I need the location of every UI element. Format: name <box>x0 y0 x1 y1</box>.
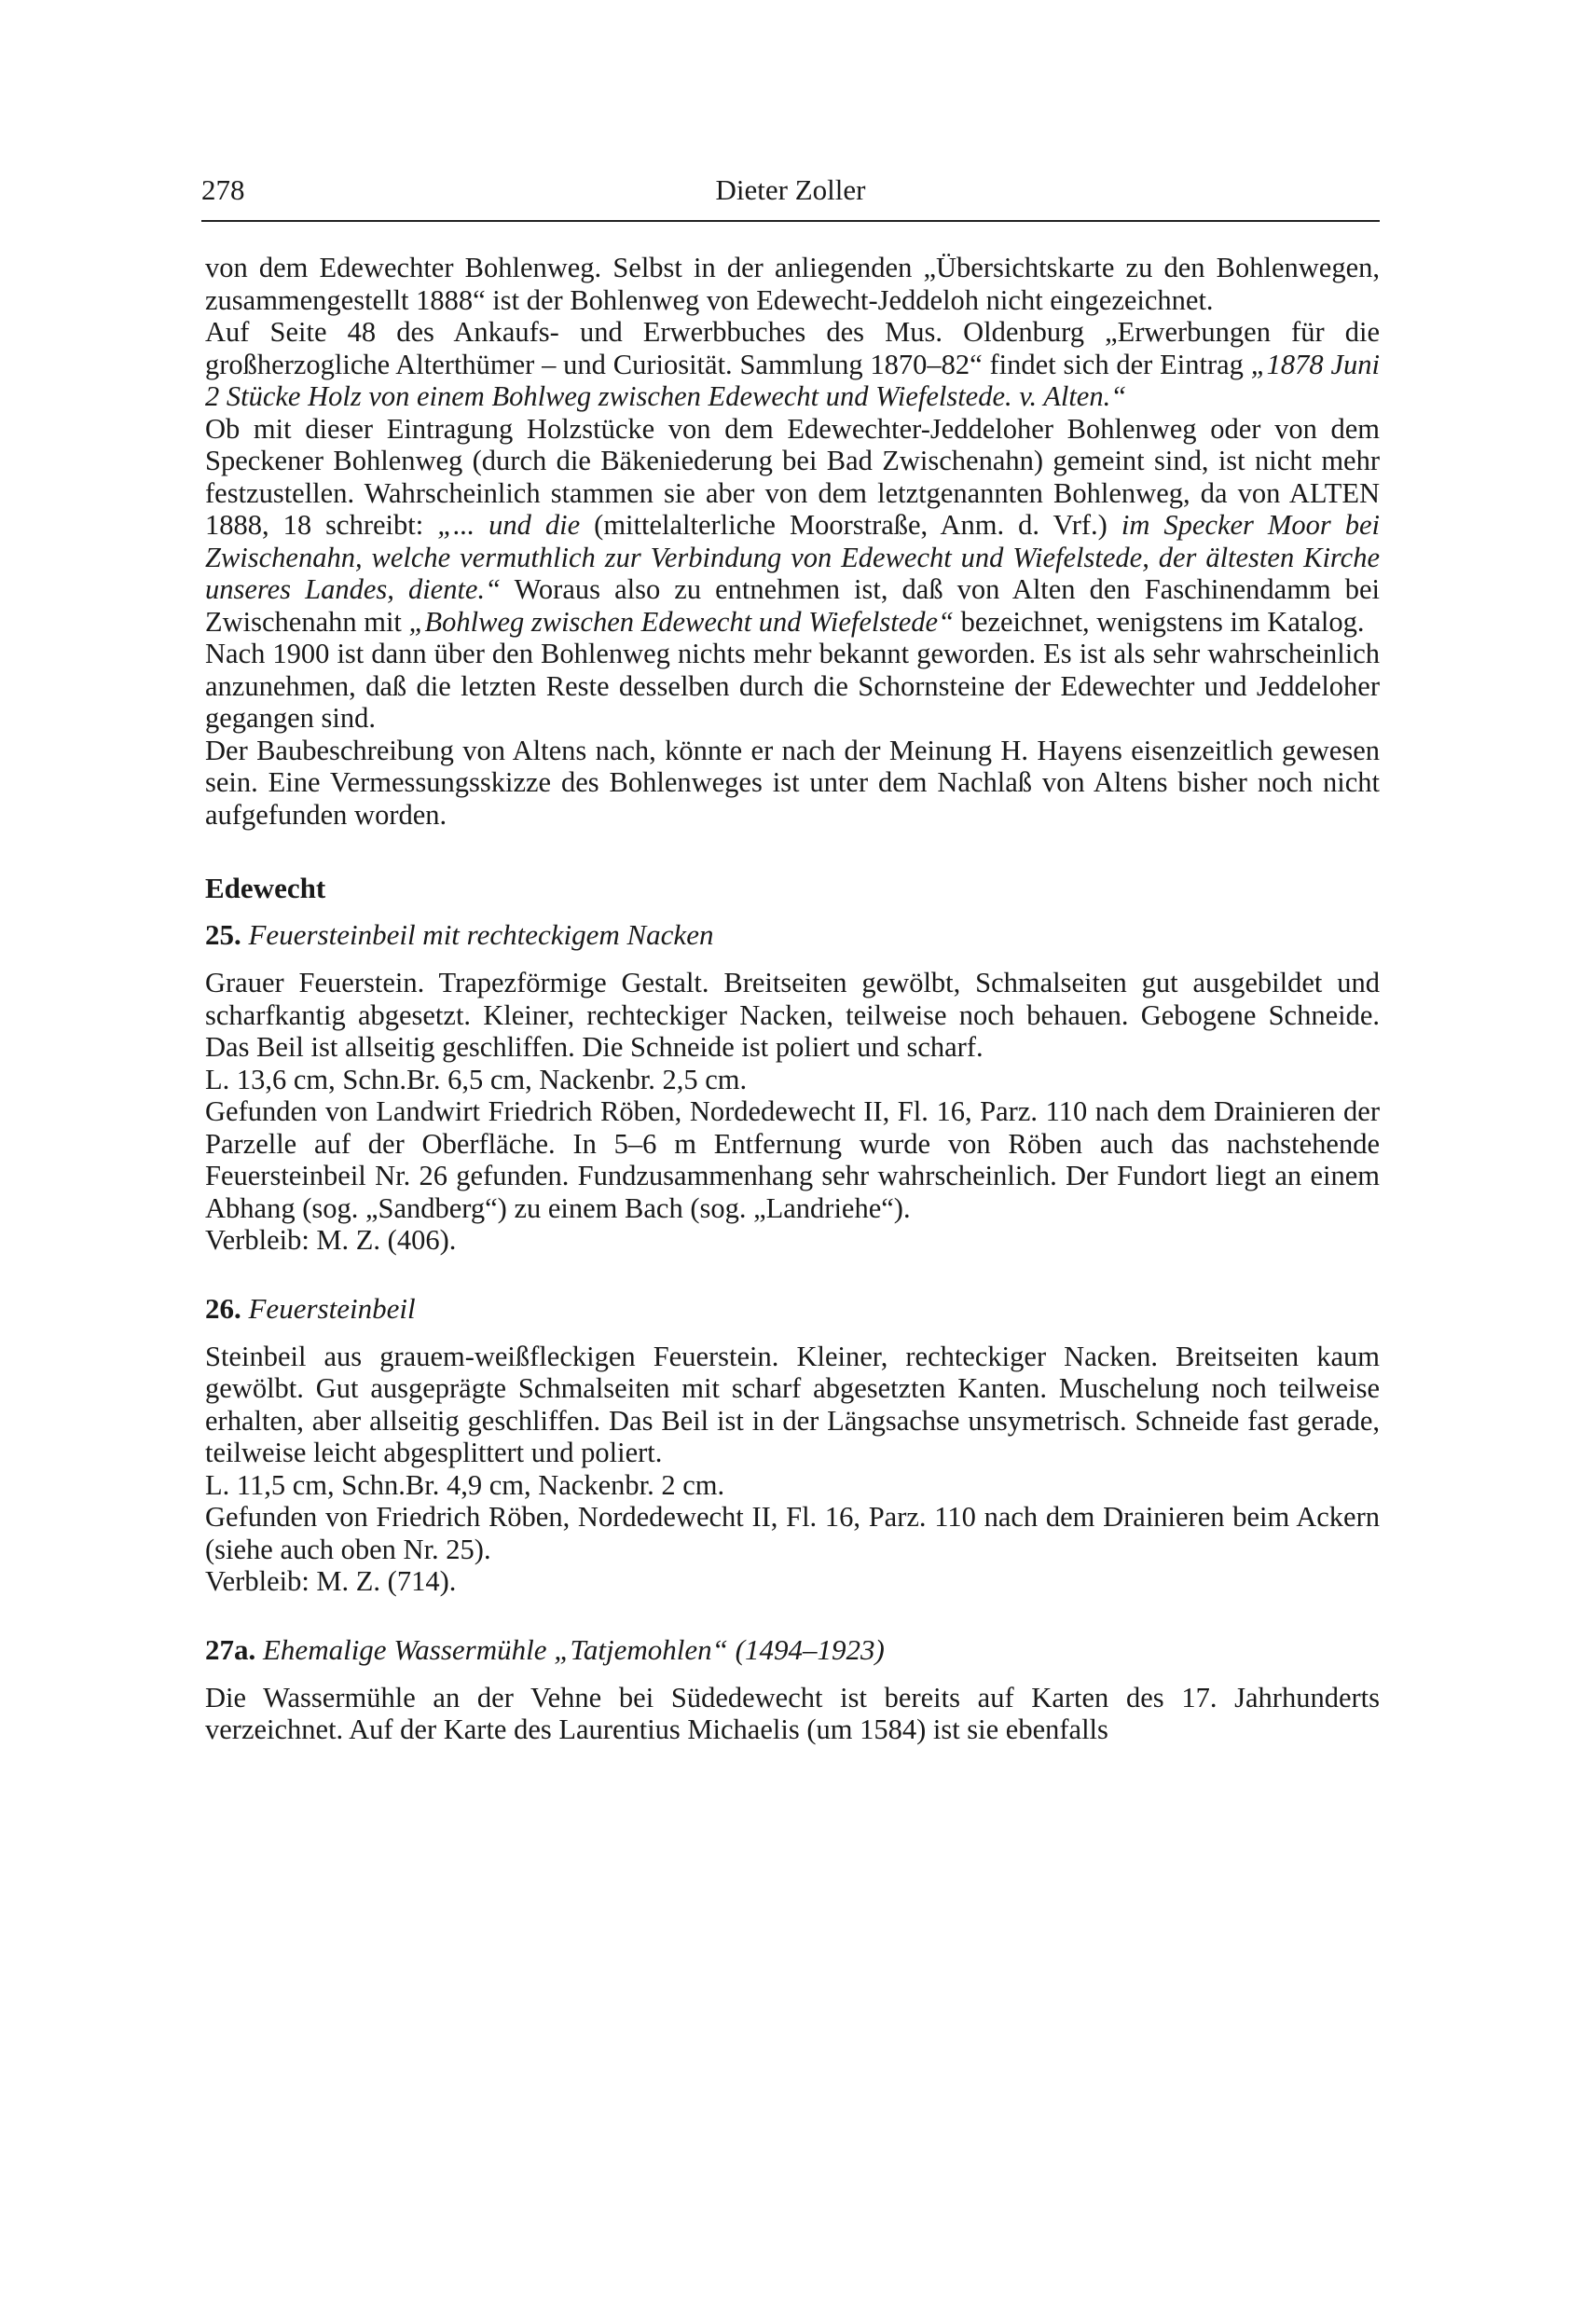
entry-description: Steinbeil aus grauem-weißfleckigen Feuerstein. Kleiner, rechteckiger Nacken. Breitseiten kaum gewölbt. Gut ausgeprägte Schmalseiten mit scharf abgesetzten Kanten. Muschelung noch teilweise erhalten, aber allseitig geschliffen. Das Beil ist in der Längsachse unsymetrisch. Schneide fast gerade, teilweise leicht abgesplittert und poliert. <box>205 1340 1380 1468</box>
entry-measurements: L. 13,6 cm, Schn.Br. 6,5 cm, Nackenbr. 2,5 cm. <box>205 1063 748 1095</box>
entry-description: Grauer Feuerstein. Trapezförmige Gestalt. Breitseiten gewölbt, Schmalseiten gut ausgebildet und scharfkantig abgesetzt. Kleiner, rechteckiger Nacken, teilweise noch behauen. Gebogene Schneide. Das Beil ist allseitig geschliffen. Die Schneide ist poliert und scharf. <box>205 967 1380 1063</box>
paragraph: Der Baubeschreibung von Altens nach, könnte er nach der Meinung H. Hayens eisenzeitlich gewesen sein. Eine Vermessungsskizze des Bohlenweges ist unter dem Nachlaß von Altens bisher noch nicht aufgefunden worden. <box>205 734 1380 831</box>
header-rule <box>201 220 1380 222</box>
entry-description: Die Wassermühle an der Vehne bei Südedewecht ist bereits auf Karten des 17. Jahrhunderts verzeichnet. Auf der Karte des Laurentius Michaelis (um 1584) ist sie ebenfalls <box>205 1681 1380 1745</box>
entry-location: Verbleib: M. Z. (714). <box>205 1565 457 1597</box>
entry-title: Feuersteinbeil <box>248 1291 416 1325</box>
paragraph: Nach 1900 ist dann über den Bohlenweg nichts mehr bekannt geworden. Es ist als sehr wahrscheinlich anzunehmen, daß die letzten Reste desselben durch die Schornsteine der Edewechter und Jeddeloher gegangen sind. <box>205 638 1380 734</box>
paragraph <box>205 316 1380 413</box>
entry-number: 26. <box>205 1291 241 1325</box>
paragraph <box>205 413 1380 639</box>
entry-number: 25. <box>205 918 241 951</box>
paragraph-text: Woraus also zu entnehmen ist, daß von Alten den Faschinendamm bei Zwischenahn mit <box>205 573 1380 638</box>
entry-heading <box>205 1292 1380 1326</box>
paragraph-text: bezeichnet, wenigstens im Katalog. <box>954 605 1365 638</box>
entry-number: 27a. <box>205 1632 256 1666</box>
entry-find: Gefunden von Friedrich Röben, Nordedewecht II, Fl. 16, Parz. 110 nach dem Drainieren beim Ackern (siehe auch oben Nr. 25). <box>205 1501 1380 1565</box>
entry-heading <box>205 918 1380 952</box>
entry-title: Ehemalige Wassermühle „Tatjemohlen“ (1494–1923) <box>263 1632 885 1666</box>
catalog-entry-quote: „1878 Juni 2 Stücke Holz von einem Bohlweg zwischen Edewecht und Wiefelstede. v. Alten.“ <box>205 348 1380 412</box>
page-number: 278 <box>201 173 245 206</box>
entry-heading <box>205 1633 1380 1667</box>
quote-fragment: „... und die <box>437 509 581 541</box>
entry-title: Feuersteinbeil mit rechteckigem Nacken <box>248 918 714 951</box>
paragraph: von dem Edewechter Bohlenweg. Selbst in der anliegenden „Übersichtskarte zu den Bohlenwegen, zusammengestellt 1888“ ist der Bohlenweg von Edewecht-Jeddeloh nicht eingezeichnet. <box>205 252 1380 316</box>
paragraph-text: Ob mit dieser Eintragung Holzstücke von dem Edewechter-Jeddeloher Bohlenweg oder von dem Speckener Bohlenweg (durch die Bäkeniederung bei Bad Zwischenahn) gemeint sind, ist nicht mehr festzustellen. Wahrscheinlich stammen sie aber von dem letztgenannten Bohlenweg, da von ALTEN 1888, 18 schreibt: <box>205 412 1380 541</box>
quote-fragment: im Specker Moor bei Zwischenahn, welche vermuthlich zur Verbindung von Edewecht und Wiefelstede, der ältesten Kirche unseres Landes, diente.“ <box>205 509 1380 605</box>
entry-measurements: L. 11,5 cm, Schn.Br. 4,9 cm, Nackenbr. 2 cm. <box>205 1468 725 1501</box>
running-head-author: Dieter Zoller <box>715 173 866 206</box>
entry-location: Verbleib: M. Z. (406). <box>205 1224 457 1256</box>
spacer <box>205 1257 1380 1292</box>
entry-find: Gefunden von Landwirt Friedrich Röben, Nordedewecht II, Fl. 16, Parz. 110 nach dem Drainieren der Parzelle auf der Oberfläche. In 5–6 m Entfernung wurde von Röben auch das nachstehende Feuersteinbeil Nr. 26 gefunden. Fundzusammenhang sehr wahrscheinlich. Der Fundort liegt an einem Abhang (sog. „Sandberg“) zu einem Bach (sog. „Landriehe“). <box>205 1095 1380 1224</box>
spacer <box>205 1598 1380 1633</box>
paragraph-text: (mittelalterliche Moorstraße, Anm. d. Vrf.) <box>580 509 1121 541</box>
running-header <box>201 166 1380 213</box>
paragraph-text: Auf Seite 48 des Ankaufs- und Erwerbbuches des Mus. Oldenburg „Erwerbungen für die großherzogliche Alterthümer – und Curiosität. Sammlung 1870–82“ findet sich der Eintrag <box>205 316 1380 380</box>
quote-fragment: „Bohlweg zwischen Edewecht und Wiefelstede“ <box>408 605 955 638</box>
section-heading: Edewecht <box>205 872 326 904</box>
body-text <box>205 252 1380 1746</box>
